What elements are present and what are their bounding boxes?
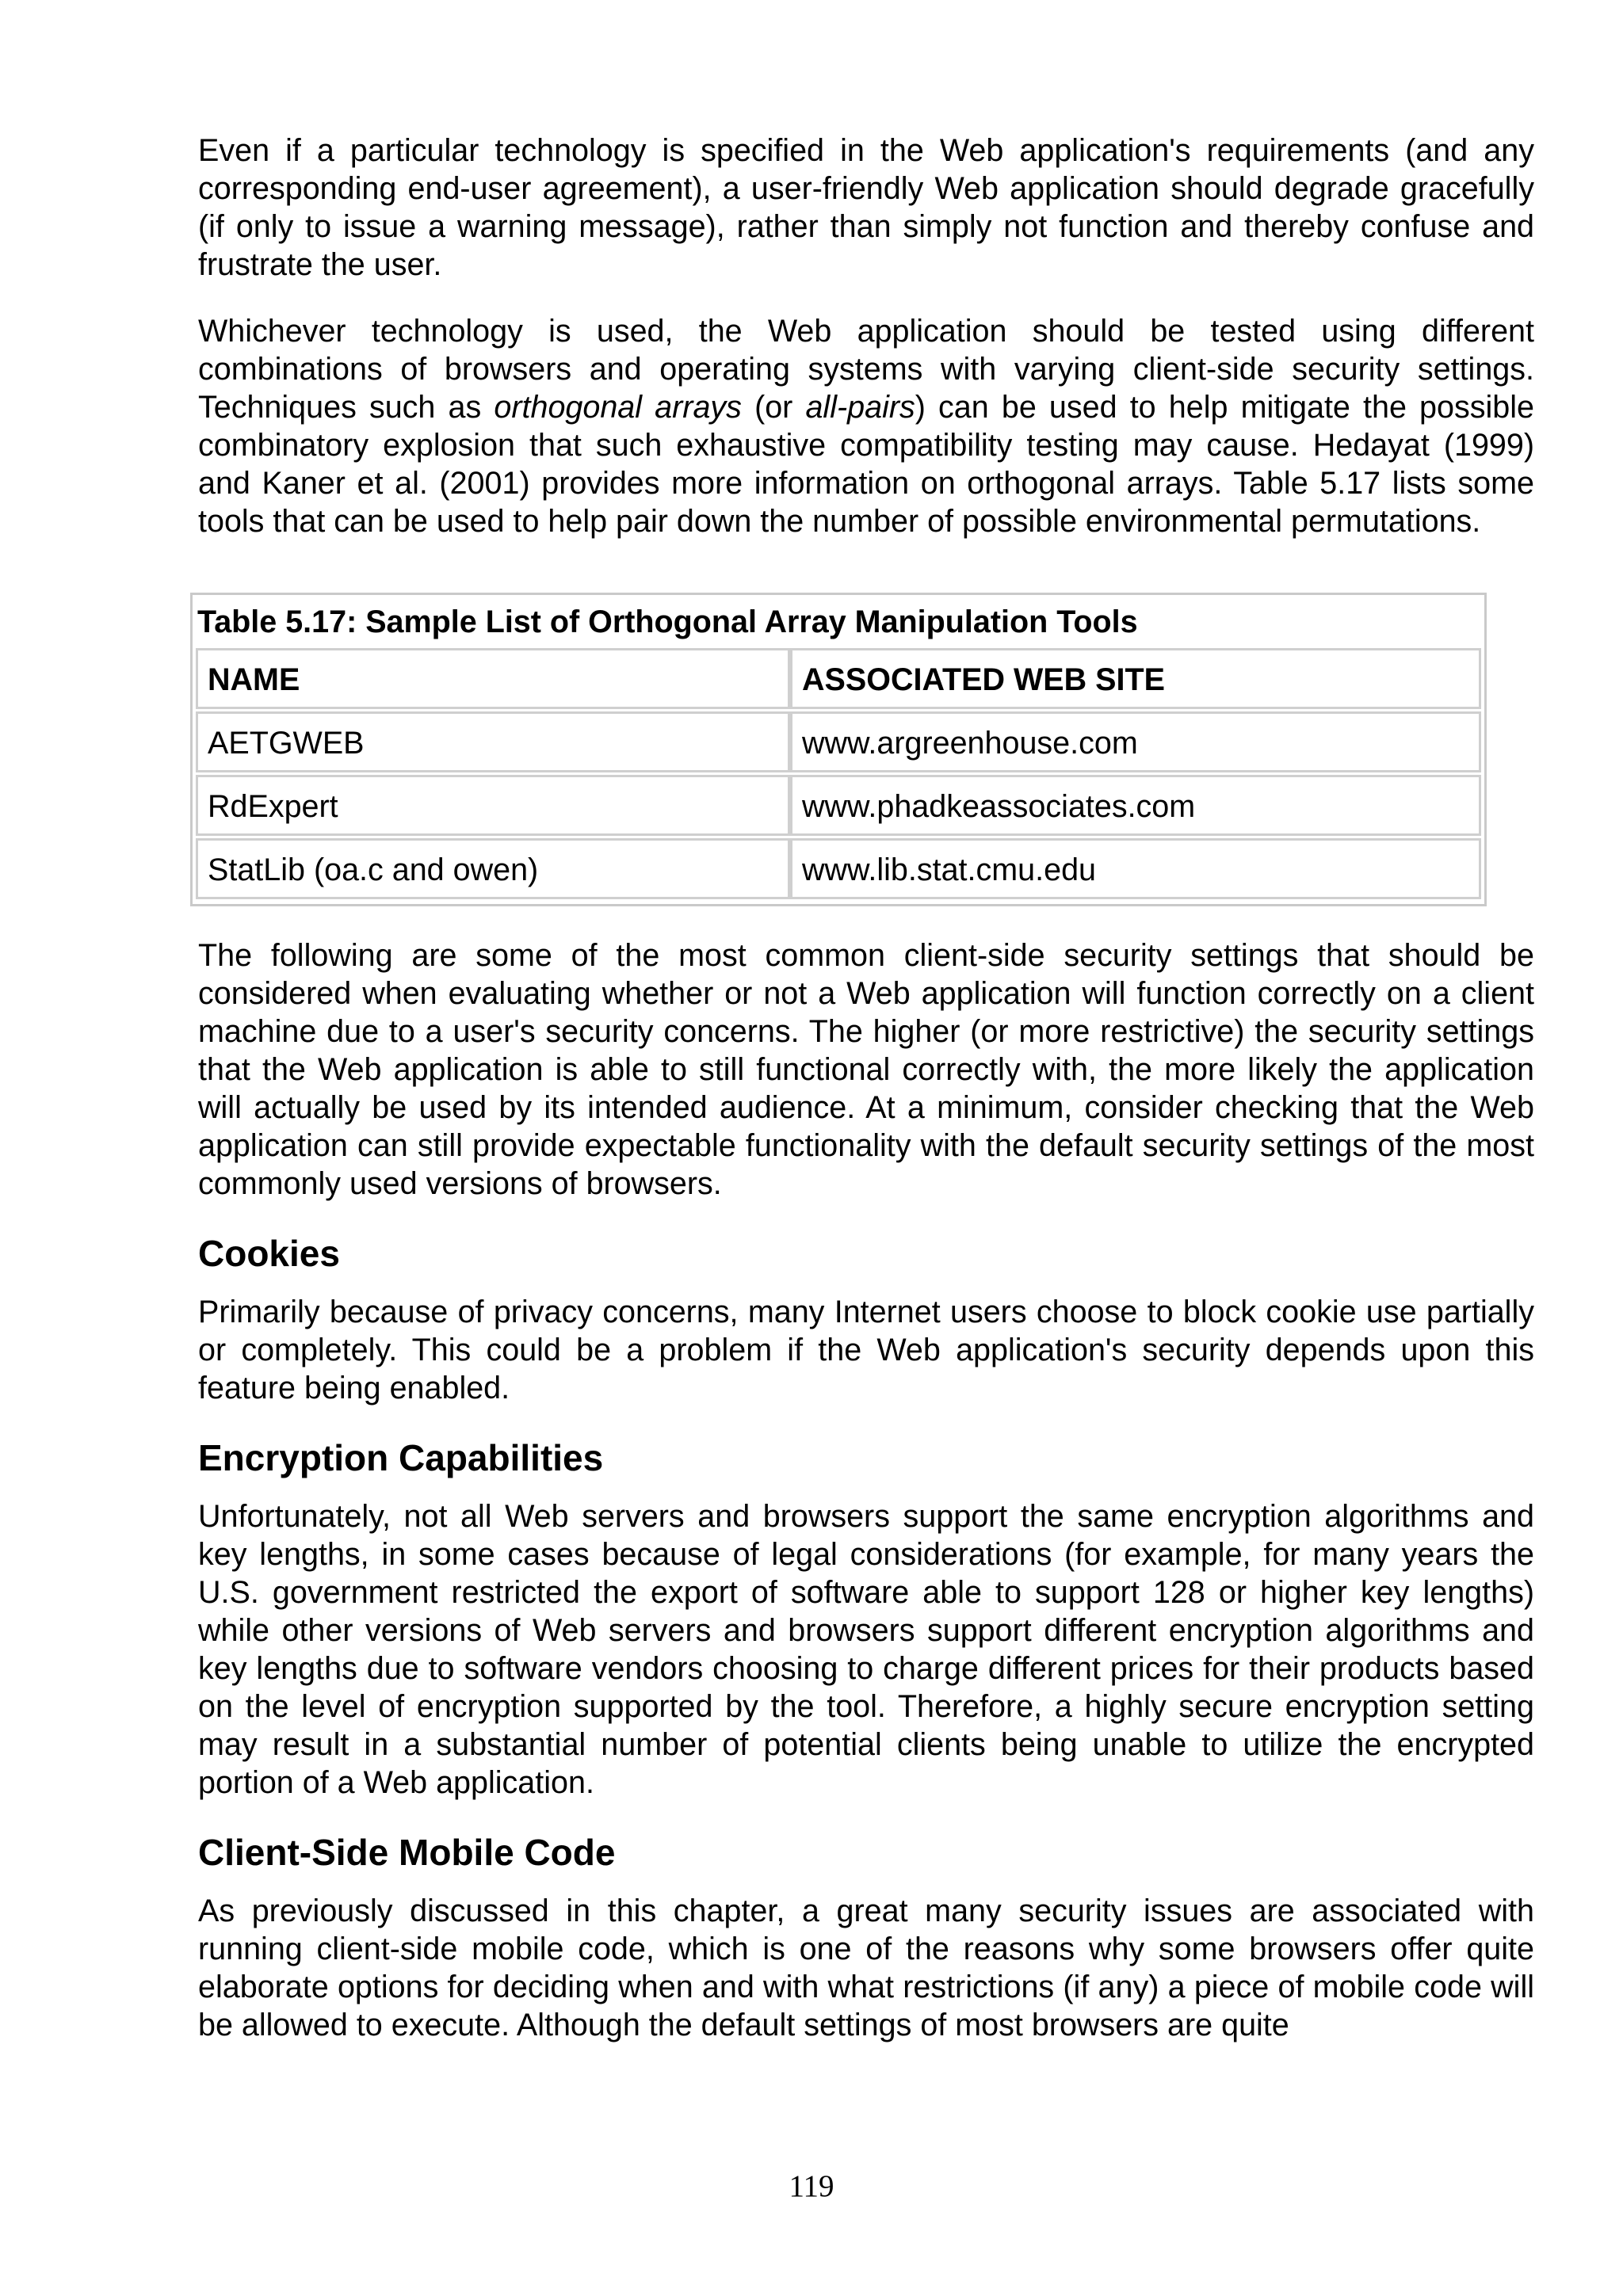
p2-italic-orthogonal-arrays: orthogonal arrays bbox=[494, 390, 742, 425]
tools-table bbox=[196, 646, 1481, 902]
paragraph-security-settings-intro: The following are some of the most common client-side security settings that should be considered when evaluating whether or not a Web application will function correctly on a client machine due to a user's security concerns. The higher (or more restrictive) the security settings that the Web application is able to still functional correctly with, the more likely the application will actually be used by its intended audience. At a minimum, consider checking that the Web application can still provide expectable functionality with the default security settings of the most commonly used versions of browsers. bbox=[198, 938, 1534, 1201]
table-cell-web-site: www.lib.stat.cmu.edu bbox=[790, 838, 1481, 899]
paragraph-client-side-mobile-code: As previously discussed in this chapter, a great many security issues are associated with running client-side mobile code, which is one of the reasons why some browsers offer quite elaborate options for deciding when and with what restrictions (if any) a piece of mobile code will be allowed to execute. Although the default settings of most browsers are quite bbox=[198, 1894, 1534, 2042]
table-cell-name: RdExpert bbox=[196, 775, 790, 836]
heading-encryption-capabilities: Encryption Capabilities bbox=[198, 1437, 604, 1478]
table-header-row bbox=[196, 648, 1481, 709]
page-number: 119 bbox=[789, 2169, 834, 2203]
table-cell-web-site: www.argreenhouse.com bbox=[790, 711, 1481, 772]
column-header-web-site: ASSOCIATED WEB SITE bbox=[790, 648, 1481, 709]
p2-text-1: Whichever technology is used, the Web application should be tested using different combinations of browsers and operating systems with varying client-side security settings. Techniques such as bbox=[198, 314, 1534, 425]
paragraph-encryption-capabilities: Unfortunately, not all Web servers and browsers support the same encryption algorithms and key lengths, in some cases because of legal considerations (for example, for many years the U.S. government restricted the export of software able to support 128 or higher key lengths) while other versions of Web servers and browsers support different encryption algorithms and key lengths due to software vendors choosing to charge different prices for their products based on the level of encryption supported by the tool. Therefore, a highly secure encryption setting may result in a substantial number of potential clients being unable to utilize the encrypted portion of a Web application. bbox=[198, 1499, 1534, 1800]
paragraph-testing-combinations bbox=[198, 312, 1534, 540]
table-row bbox=[196, 711, 1481, 772]
heading-cookies: Cookies bbox=[198, 1233, 340, 1274]
table-caption: Table 5.17: Sample List of Orthogonal Array Manipulation Tools bbox=[197, 605, 1138, 639]
tools-table-container bbox=[190, 593, 1487, 906]
paragraph-cookies: Primarily because of privacy concerns, many Internet users choose to block cookie use partially or completely. This could be a problem if the Web application's security depends upon this feature being enabled. bbox=[198, 1295, 1534, 1405]
p2-text-3: ) can be used to help mitigate the possible combinatory explosion that such exhaustive compatibility testing may cause. Hedayat (1999) and Kaner et al. (2001) provides more information on orthogonal arrays. Table 5.17 lists some tools that can be used to help pair down the number of possible environmental permutations. bbox=[198, 390, 1534, 539]
table-row bbox=[196, 838, 1481, 899]
table-cell-name: AETGWEB bbox=[196, 711, 790, 772]
column-header-name: NAME bbox=[196, 648, 790, 709]
page-content bbox=[198, 132, 1534, 2073]
table-cell-web-site: www.phadkeassociates.com bbox=[790, 775, 1481, 836]
p2-italic-all-pairs: all-pairs bbox=[805, 390, 915, 425]
heading-client-side-mobile-code: Client-Side Mobile Code bbox=[198, 1832, 616, 1873]
p2-text-2: (or bbox=[741, 390, 806, 425]
table-cell-name: StatLib (oa.c and owen) bbox=[196, 838, 790, 899]
paragraph-degrade-gracefully: Even if a particular technology is specified in the Web application's requirements (and any corresponding end-user agreement), a user-friendly Web application should degrade gracefully (if only to issue a warning message), rather than simply not function and thereby confuse and frustrate the user. bbox=[198, 133, 1534, 282]
table-row bbox=[196, 775, 1481, 836]
